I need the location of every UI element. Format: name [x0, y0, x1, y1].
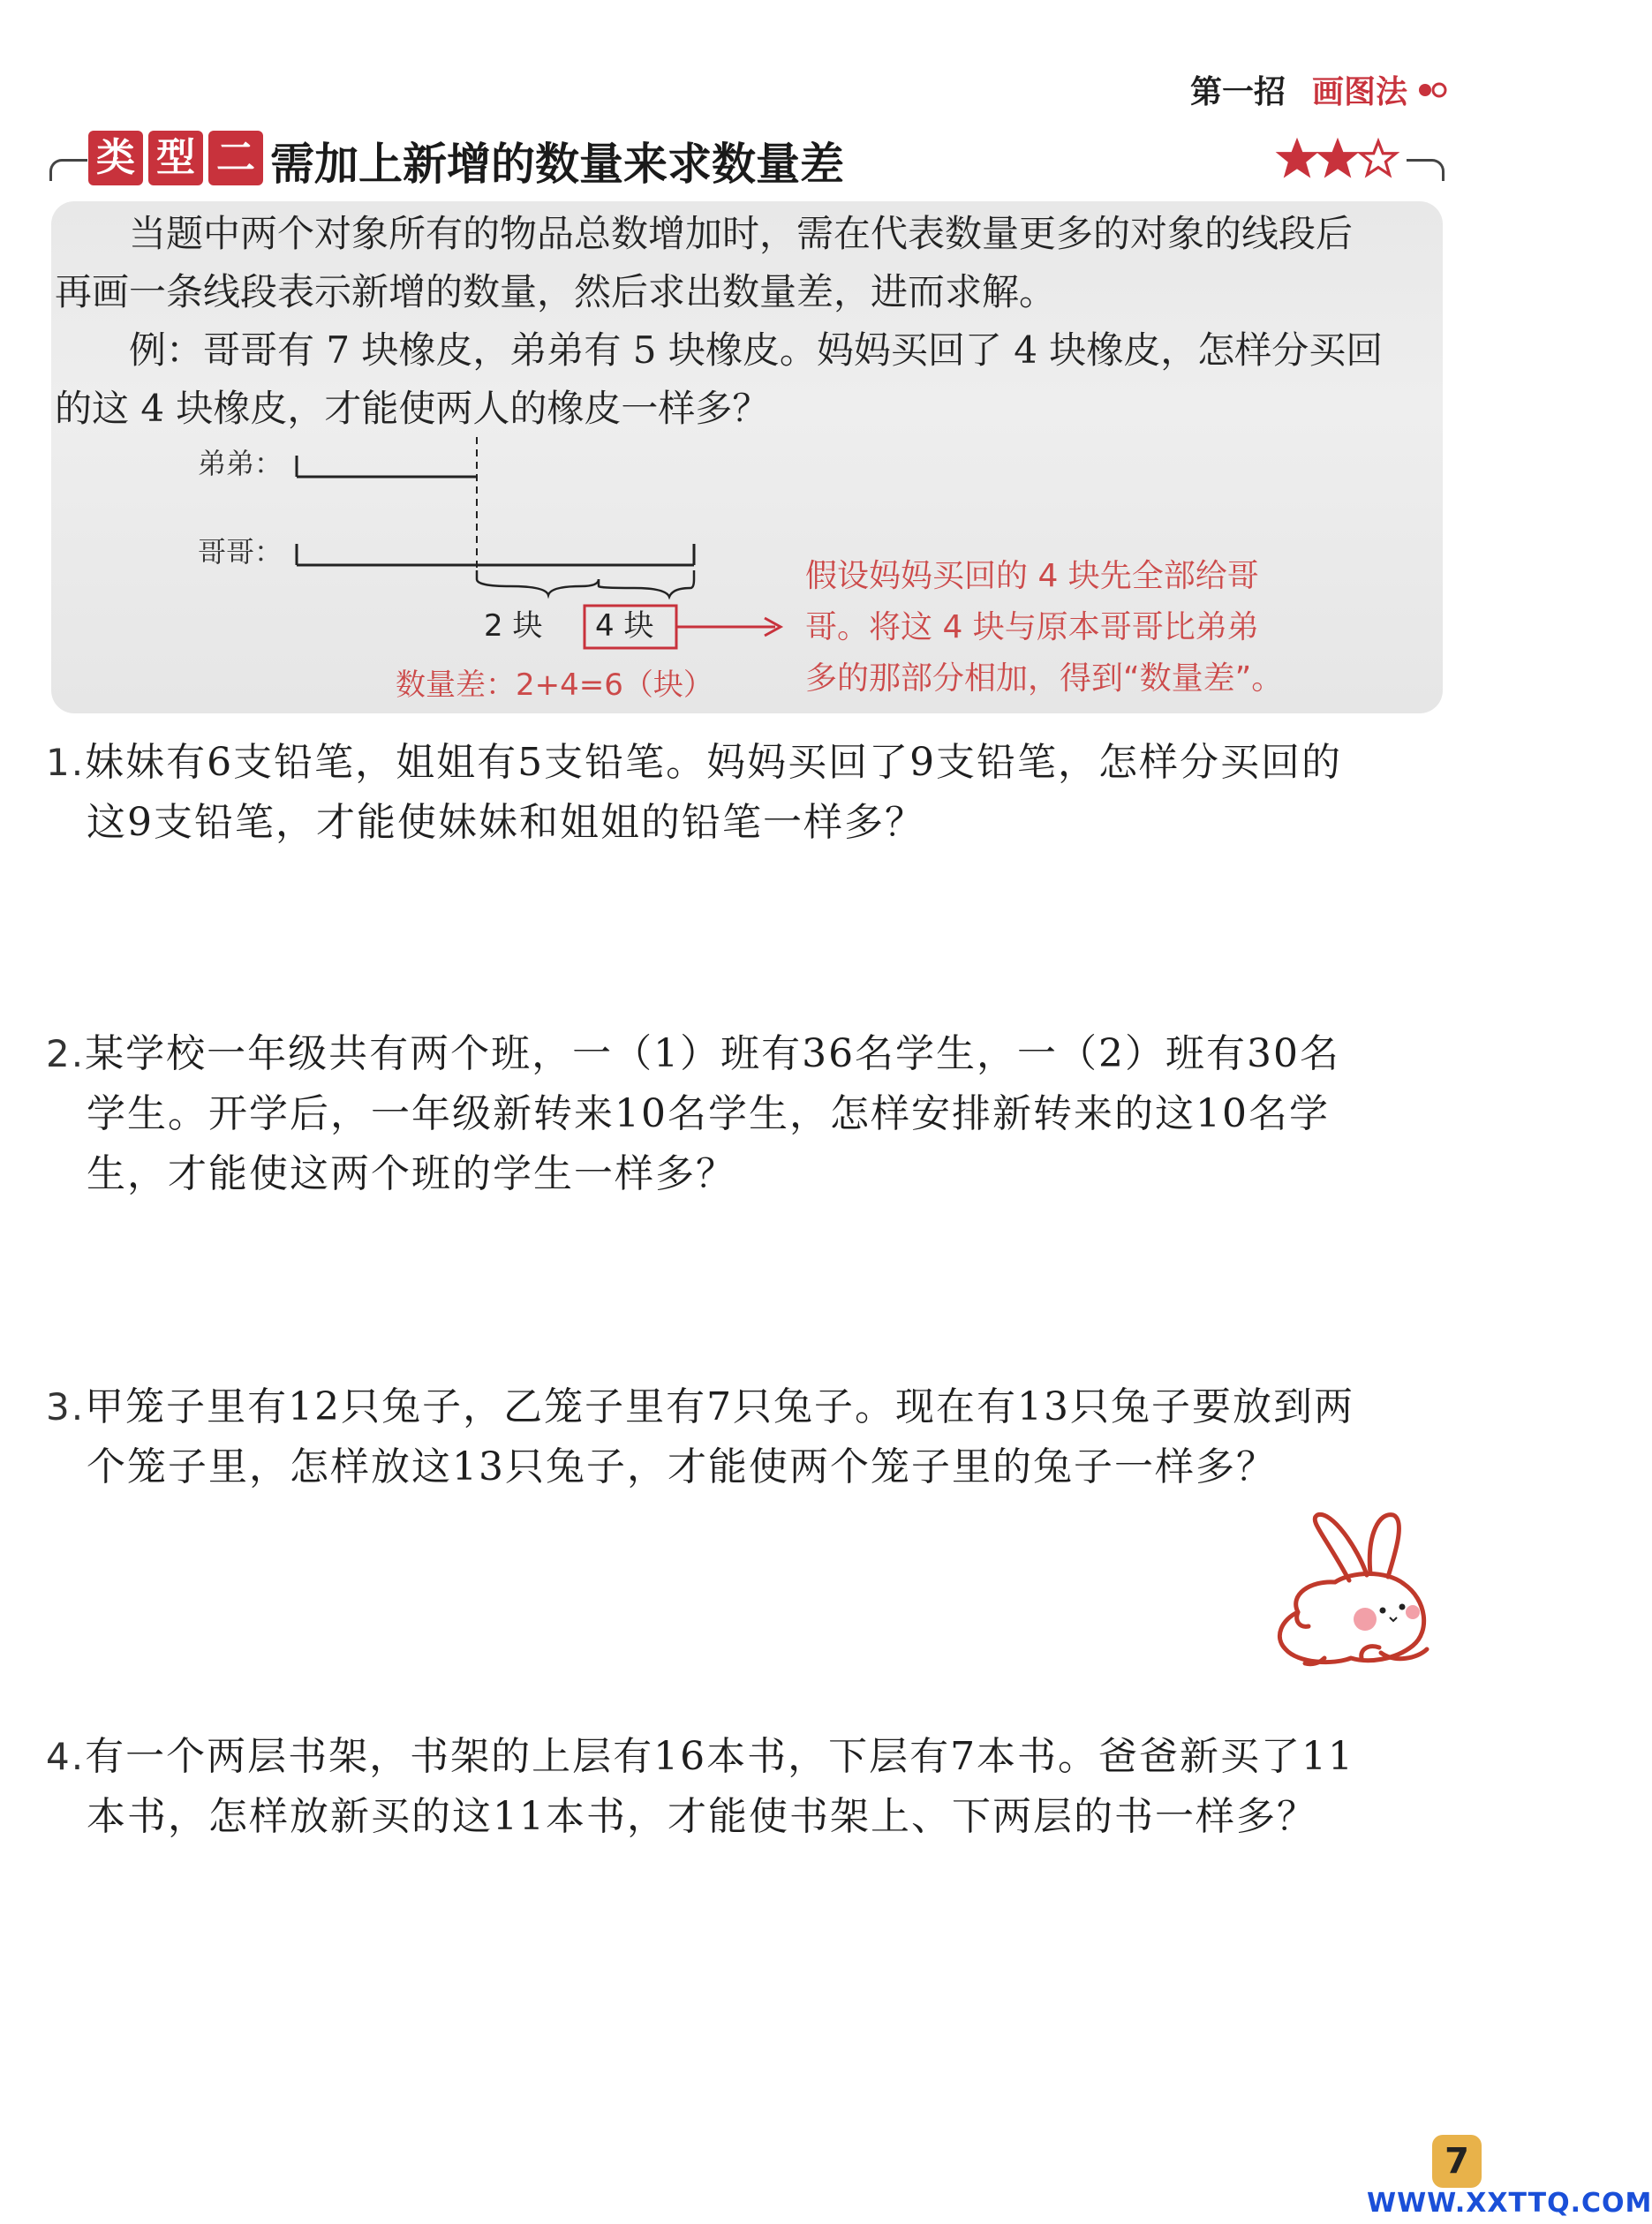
segment-diagram [51, 415, 793, 680]
problem-3 [46, 1377, 1459, 1497]
method-label: 画图法 [1311, 74, 1407, 110]
dots-icon [1418, 81, 1448, 99]
difference-formula: 数量差：2+4=6（块） [396, 667, 713, 703]
problem-number: 2. [46, 1032, 86, 1075]
problem-number: 4. [46, 1735, 86, 1778]
example-line: 例：哥哥有 7 块橡皮，弟弟有 5 块橡皮。妈妈买回了 4 块橡皮，怎样分买回 [129, 328, 1384, 372]
difficulty-stars [1279, 139, 1397, 177]
problem-text: 妹妹有6支铅笔，姐姐有5支铅笔。妈妈买回了9支铅笔，怎样分买回的 [85, 740, 1343, 785]
badge-char: 型 [148, 131, 203, 185]
star-filled-icon [1319, 139, 1356, 177]
elder-label: 哥哥： [198, 535, 283, 569]
problem-text: 本书，怎样放新买的这11本书，才能使书架上、下两层的书一样多？ [87, 1794, 1317, 1839]
problem-text: 个笼子里，怎样放这13只兔子，才能使两个笼子里的兔子一样多？ [87, 1444, 1277, 1489]
problem-text: 甲笼子里有12只兔子，乙笼子里有7只兔子。现在有13只兔子要放到两 [85, 1384, 1355, 1429]
problem-text: 有一个两层书架，书架的上层有16本书，下层有7本书。爸爸新买了11 [85, 1734, 1355, 1779]
star-filled-icon [1279, 139, 1316, 177]
diagram-note [805, 551, 1300, 705]
segment-label-2: 2 块 [484, 608, 543, 644]
badge-char: 类 [88, 131, 143, 185]
type-heading [49, 124, 1445, 194]
problem-text: 生，才能使这两个班的学生一样多？ [87, 1151, 736, 1196]
chapter-header [1190, 67, 1448, 112]
problem-number: 3. [46, 1385, 86, 1429]
intro-text [55, 205, 1441, 438]
badge-char: 二 [208, 131, 263, 185]
problem-number: 1. [46, 741, 86, 784]
bracket-left [49, 159, 87, 181]
problem-text: 学生。开学后，一年级新转来10名学生，怎样安排新转来的这10名学 [87, 1091, 1330, 1136]
page-number: 7 [1432, 2135, 1482, 2188]
watermark: WWW.XXTTQ.COM [1367, 2188, 1652, 2219]
brace-4-block [599, 570, 694, 597]
type-title: 需加上新增的数量来求数量差 [270, 139, 844, 190]
problem-2 [46, 1024, 1459, 1204]
note-line: 多的那部分相加，得到“数量差”。 [805, 660, 1284, 697]
note-line: 假设妈妈买回的 4 块先全部给哥 [805, 558, 1259, 594]
problem-text: 这9支铅笔，才能使妹妹和姐姐的铅笔一样多？ [87, 800, 925, 845]
bunny-icon [1263, 1508, 1448, 1676]
segment-label-4: 4 块 [595, 608, 654, 644]
example-line: 的这 4 块橡皮，才能使两人的橡皮一样多？ [55, 387, 770, 430]
star-empty-icon [1360, 139, 1397, 177]
note-line: 哥。将这 4 块与原本哥哥比弟弟 [805, 609, 1259, 645]
type-badge [88, 131, 263, 185]
chapter-label: 第一招 [1189, 74, 1286, 110]
intro-line: 再画一条线段表示新增的数量，然后求出数量差，进而求解。 [55, 270, 1057, 313]
problem-text: 某学校一年级共有两个班，一（1）班有36名学生，一（2）班有30名 [85, 1031, 1341, 1076]
bracket-right [1407, 159, 1445, 181]
younger-label: 弟弟： [198, 447, 283, 480]
brace-2-block [477, 570, 599, 595]
intro-line: 当题中两个对象所有的物品总数增加时，需在代表数量更多的对象的线段后 [129, 212, 1354, 255]
problem-4 [46, 1727, 1459, 1847]
problem-1 [46, 733, 1459, 853]
